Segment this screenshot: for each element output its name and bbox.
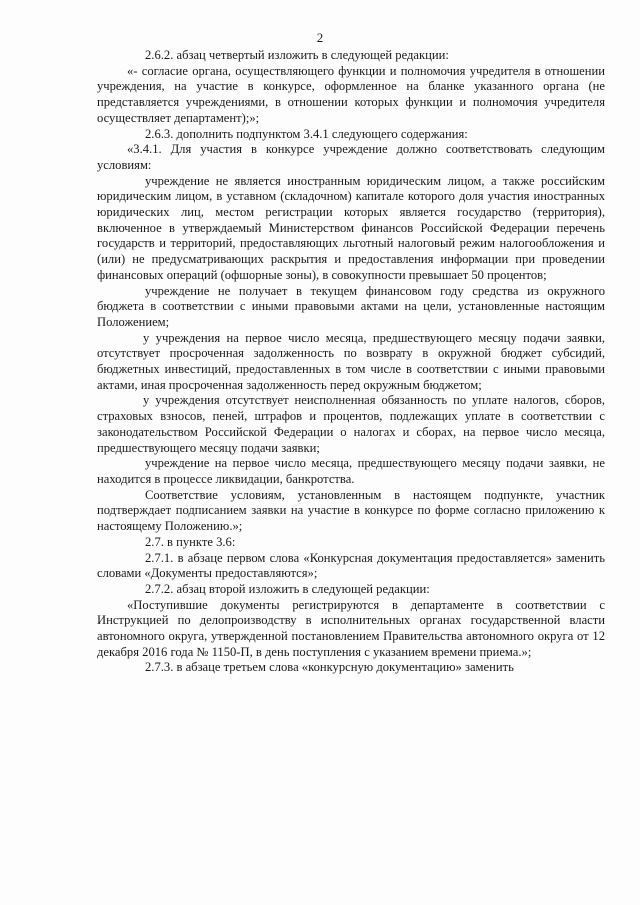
paragraph-3-4-1: «3.4.1. Для участия в конкурсе учреждение должно соответствовать следующим условиям: [97,142,605,172]
paragraph-2-7: 2.7. в пункте 3.6: [145,534,236,549]
paragraph-consent-quote: «- согласие органа, осуществляющего функции и полномочия учредителя в отношении учреждения, на участие в конкурсе, оформленное на бланке указанного органа (не представляется учреждениями, в отношении которых функции и полномочия учредителя осуществляет департамент);»; [97,63,605,125]
paragraph-condition-foreign-entity: учреждение не является иностранным юридическим лицом, а также российским юридическим лицом, в уставном (складочном) капитале которого доля участия иностранных юридических лиц, местом регистрации которых является государство (территория), включенное в утверждаемый Министерством финансов Российской Федерации перечень государств и территорий, предоставляющих льготный налоговый режим налогообложения и (или) не предусматривающих раскрытия и предоставления информации при проведении финансовых операций (офшорные зоны), в совокупности превышает 50 процентов; [97,173,605,282]
paragraph-2-6-3: 2.6.3. дополнить подпунктом 3.4.1 следующего содержания: [145,126,468,141]
paragraph-condition-no-debt: у учреждения на первое число месяца, предшествующего месяцу подачи заявки, отсутствует просроченная задолженность по возврату в окружной бюджет субсидий, бюджетных инвестиций, предоставленных в том числе в соответствии с иными правовыми актами, иная просроченная задолженность перед окружным бюджетом; [97,330,605,392]
paragraph-2-7-3: 2.7.3. в абзаце третьем слова «конкурсную документацию» заменить [145,660,514,675]
document-body [97,48,605,676]
page-number: 2 [316,30,324,45]
paragraph-2-7-1: 2.7.1. в абзаце первом слова «Конкурсная документация предоставляется» заменить словами «Документы предоставляются»; [97,550,605,581]
paragraph-condition-no-funds: учреждение не получает в текущем финансовом году средства из окружного бюджета в соответствии с иными правовыми актами на цели, установленные настоящим Положением; [97,283,605,329]
paragraph-registration-quote: «Поступившие документы регистрируются в департаменте в соответствии с Инструкцией по делопроизводству в исполнительных органах государственной власти автономного округа, утвержденной постановлением Правительства автономного округа от 12 декабря 2016 года № 1150-П, в день поступления с указанием времени приема.»; [97,597,605,659]
paragraph-condition-no-tax-debt: у учреждения отсутствует неисполненная обязанность по уплате налогов, сборов, страховых взносов, пеней, штрафов и процентов, подлежащих уплате в соответствии с законодательством Российской Федерации о налогах и сборах, на первое число месяца, предшествующего месяцу подачи заявки; [97,393,605,455]
paragraph-2-6-2: 2.6.2. абзац четвертый изложить в следующей редакции: [145,48,449,62]
paragraph-condition-no-liquidation: учреждение на первое число месяца, предшествующего месяцу подачи заявки, не находится в процессе ликвидации, банкротства. [97,456,605,486]
paragraph-2-7-2: 2.7.2. абзац второй изложить в следующей редакции: [145,581,430,596]
paragraph-compliance: Соответствие условиям, установленным в настоящем подпункте, участник подтверждает подписанием заявки на участие в конкурсе по форме согласно приложению к настоящему Положению.»; [97,487,605,534]
